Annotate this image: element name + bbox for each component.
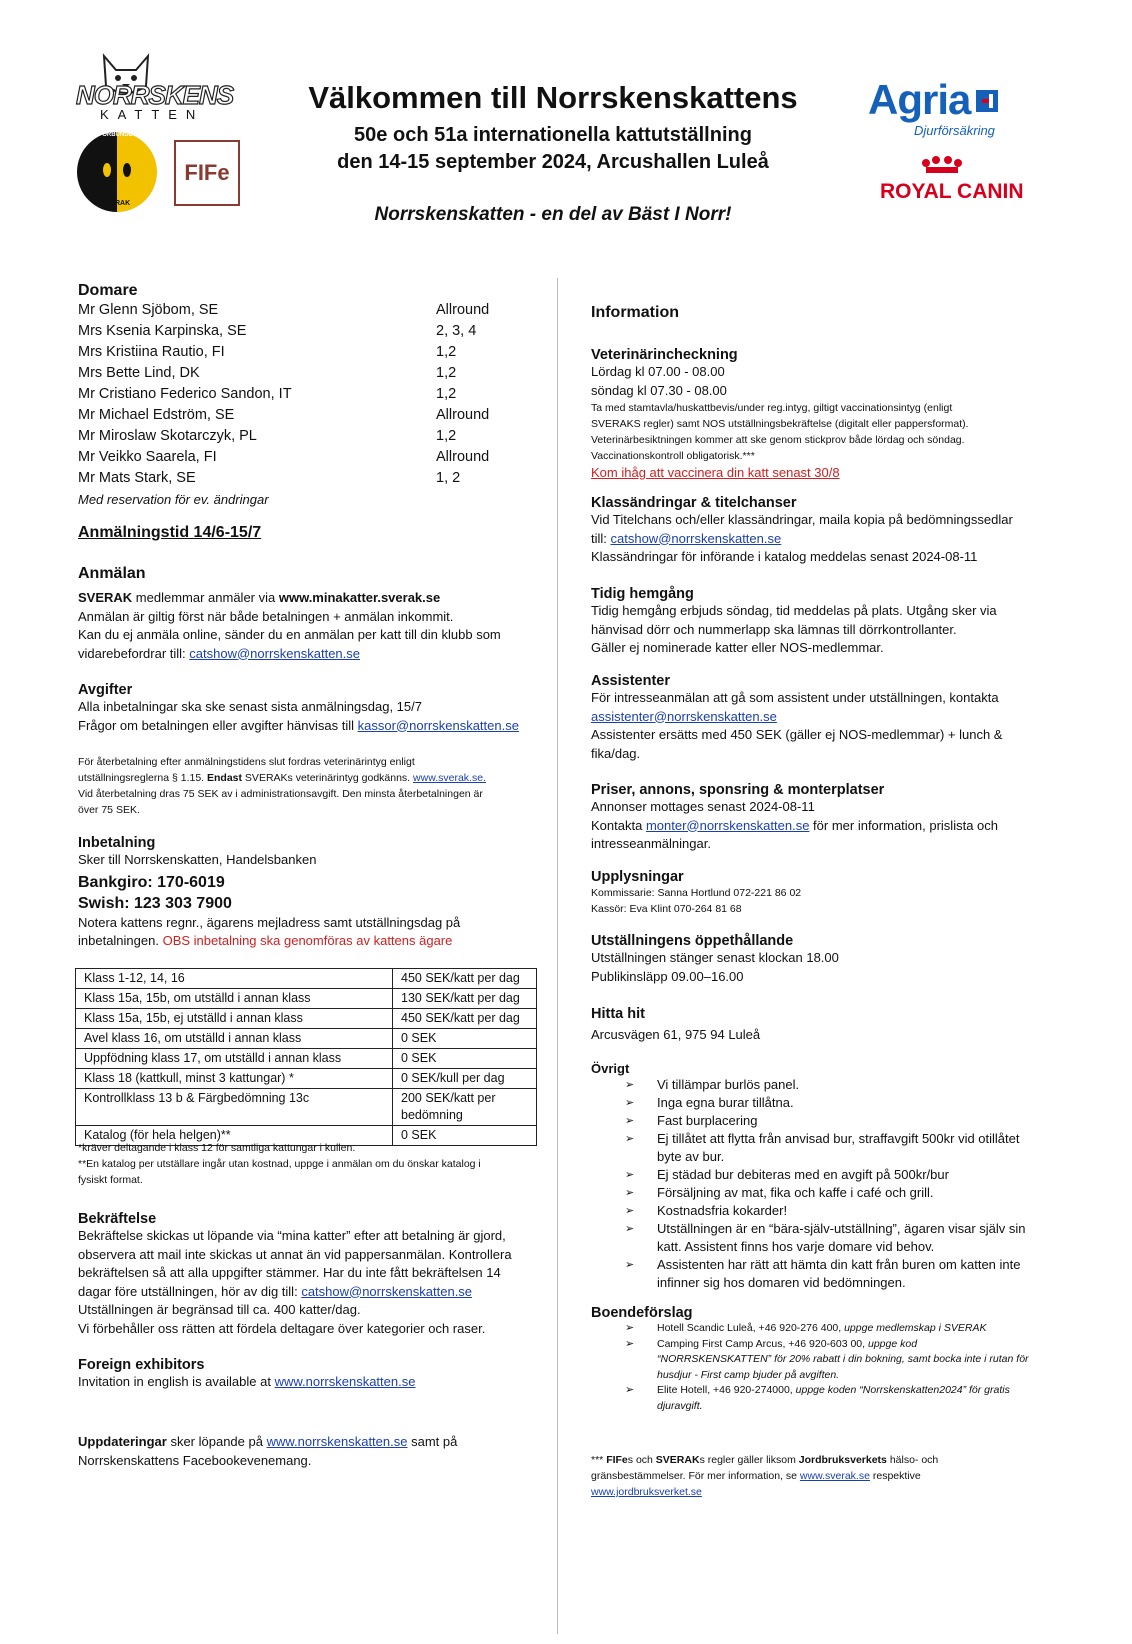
avgifter-section: Avgifter Alla inbetalningar ska ske senast sista anmälningsdag, 15/7 Frågor om betalningen eller avgifter hänvisas till kassor@norrskenskatten.se (78, 682, 548, 735)
vet-title: Veterinärincheckning (591, 347, 738, 363)
subtitle-2: den 14-15 september 2024, Arcushallen Luleå (337, 151, 769, 173)
inbetalning-section: Inbetalning Sker till Norrskenskatten, Handelsbanken Bankgiro: 170-6019 Swish: 123 303 7900 Notera kattens regnr., ägarens mejladress samt utställningsdag på inbetalningen. OBS inbetalning ska genomföras av kattens ägare (78, 835, 548, 951)
table-row: Avel klass 16, om utställd i annan klass 0 SEK (76, 1029, 537, 1049)
site-link[interactable]: www.norrskenskatten.se (274, 1374, 416, 1389)
fife-logo (174, 140, 240, 206)
ovrigt-list (591, 1076, 1041, 1292)
list-item: ➢ Inga egna burar tillåtna. (591, 1094, 1041, 1112)
ovrigt-title: Övrigt (591, 1061, 630, 1076)
vaccination-warning: Kom ihåg att vaccinera din katt senast 30/8 (591, 465, 840, 480)
table-row: Kontrollklass 13 b & Färgbedömning 13c 200 SEK/katt per bedömning (76, 1089, 537, 1126)
klass-section: Klassändringar & titelchanser Vid Titelchans och/eller klassändringar, maila kopia på bedömningssedlar till: catshow@norrskenskatten.se Klassändringar för införande i katalog meddelas senast 2024-08-11 (591, 495, 1051, 567)
table-row: Katalog (för hela helgen)** 0 SEK (76, 1126, 537, 1146)
hitta-title: Hitta hit (591, 1006, 645, 1022)
jordbruksverket-link[interactable]: www.jordbruksverket.se (591, 1486, 702, 1498)
agria-sub: Djurförsäkring (914, 123, 995, 138)
anmalan-title: Anmälan (78, 565, 146, 582)
royal-canin-crown-icon (920, 155, 964, 182)
kassor-email-link[interactable]: kassor@norrskenskatten.se (357, 717, 519, 733)
registration-period: Anmälningstid 14/6-15/7 (78, 524, 262, 541)
list-item: ➢ Assistenten har rätt att hämta din katt från buren om katten inte infinner sig hos domaren vid bedömningen. (591, 1256, 1041, 1292)
sverak-link[interactable]: www.sverak.se (799, 1470, 870, 1482)
norrsken-logo-sub: KATTEN (100, 107, 205, 122)
table-row: Uppfödning klass 17, om utställd i annan klass 0 SEK (76, 1049, 537, 1069)
anmalan-section: Anmälan SVERAK medlemmar anmäler via www.minakatter.sverak.se Anmälan är giltig först när både betalningen + anmälan inkommit. Kan du ej anmäla online, sänder du en anmälan per katt till din klubb som vidarebefordrar till: catshow@norrskenskatten.se (78, 565, 548, 663)
hitta-section (591, 1006, 1051, 1045)
klass-title: Klassändringar & titelchanser (591, 495, 797, 511)
bekraftelse-section: Bekräftelse Bekräftelse skickas ut löpande via “mina katter” efter att betalning är gjord, observera att mail inte skickas ut annat än vid pappersanmälan. Kontrollera bekräftelsen så att alla uppgifter stämmer. Har du inte fått bekräftelsen 14 dagar före utställningen, hör av dig till: catshow@norrskenskatten.se Utställningen är begränsad till ca. 400 katter/dag. Vi förbehåller oss rätten att fördela deltagare över kategorier och raser. (78, 1211, 548, 1338)
priser-section: Priser, annons, sponsring & monterplatser Annonser mottages senast 2024-08-11 Kontakta monter@norrskenskatten.se för mer information, prislista och intresseanmälningar. (591, 782, 1051, 854)
monter-email-link[interactable]: monter@norrskenskatten.se (645, 817, 810, 833)
royal-canin-logo: ROYAL CANIN (880, 180, 1024, 203)
judge-row: Mrs Kristiina Rautio, FI 1,2 (78, 344, 457, 360)
list-item: ➢ Fast burplacering (591, 1112, 1041, 1130)
fees-notes: *kräver deltagande i klass 12 för samtliga kattungar i kullen. **En katalog per utställare ingår utan kostnad, uppge i anmälan om du önskar katalog i fysiskt format. (78, 1142, 481, 1186)
judges-title: Domare (78, 282, 138, 299)
catshow-email-link[interactable]: catshow@norrskenskatten.se (610, 530, 782, 546)
judge-row: Mrs Bette Lind, DK 1,2 (78, 365, 457, 381)
boende-title: Boendeförslag (591, 1305, 693, 1321)
foreign-section: Foreign exhibitors Invitation in english is available at www.norrskenskatten.se (78, 1357, 548, 1392)
subtitle-1: 50e och 51a internationella kattutställning (354, 124, 752, 146)
avgifter-title: Avgifter (78, 682, 133, 698)
agria-cross-icon (976, 90, 998, 112)
foreign-title: Foreign exhibitors (78, 1357, 205, 1373)
left-column (78, 282, 548, 510)
right-column (591, 304, 1051, 322)
oppet-title: Utställningens öppethållande (591, 933, 794, 949)
boende-list (591, 1321, 1031, 1414)
table-row: Klass 15a, 15b, om utställd i annan klass 130 SEK/katt per dag (76, 989, 537, 1009)
assistenter-title: Assistenter (591, 673, 670, 689)
norrsken-logo-text: NORRSKENS (76, 80, 234, 110)
list-item: ➢ Ej städad bur debiteras med en avgift på 500kr/bur (591, 1166, 1041, 1184)
vet-section: Veterinärincheckning Lördag kl 07.00 - 08.00 söndag kl 07.30 - 08.00 Ta med stamtavla/huskattbevis/under reg.intyg, giltigt vaccinationsintyg (enligt SVERAKS regler) samt NOS utställningsbekräftelse (digitalt eller pappersformat). Veterinärbesiktningen kommer att ske genom stickprov både lördag och söndag. Vaccinationskontroll obligatorisk.*** Kom ihåg att vaccinera din katt senast 30/8 (591, 347, 1051, 483)
site-link[interactable]: www.norrskenskatten.se (266, 1434, 408, 1449)
slogan: Norrskenskatten - en del av Bäst I Norr! (374, 204, 732, 225)
judge-row: Mr Miroslaw Skotarczyk, PL 1,2 (78, 428, 457, 444)
refund-section: För återbetalning efter anmälningstidens slut fordras veterinärintyg enligt utställningsreglerna § 1.15. Endast SVERAKs veterinärintyg godkänns. www.sverak.se. Vid återbetalning dras 75 SEK av i administrationsavgift. Den minsta återbetalningen är över 75 SEK. (78, 756, 486, 816)
list-item: ➢ Camping First Camp Arcus, +46 920-603 00, uppge kod “NORRSKENSKATTEN” för 20% rabatt i din bokning, samt bocka inte i rutan för husdjur - First camp bjuder på avgiften. (591, 1337, 1031, 1384)
judge-row: Mr Veikko Saarela, FI Allround (78, 449, 490, 465)
judges-note: Med reservation för ev. ändringar (78, 492, 269, 507)
norrskenskatten-logo (76, 52, 241, 122)
sverak-logo-top: KATTFÖRBUNDET (83, 132, 137, 138)
list-item: ➢ Elite Hotell, +46 920-274000, uppge koden “Norrskenskatten2024” för gratis djuravgift. (591, 1383, 1031, 1414)
list-item: ➢ Hotell Scandic Luleå, +46 920-276 400, uppge medlemskap i SVERAK (591, 1321, 1031, 1337)
fife-logo-text: FIFe (184, 160, 230, 185)
judge-row: Mr Cristiano Federico Sandon, IT 1,2 (78, 386, 457, 402)
page-title: Välkommen till Norrskenskattens (308, 80, 798, 115)
table-row: Klass 15a, 15b, ej utställd i annan klass 450 SEK/katt per dag (76, 1009, 537, 1029)
tidig-title: Tidig hemgång (591, 586, 694, 602)
upplysningar-section: Upplysningar Kommissarie: Sanna Hortlund 072-221 86 02 Kassör: Eva Klint 070-264 81 68 (591, 869, 1051, 917)
list-item: ➢ Utställningen är en “bära-själv-utställning”, ägaren visar själv sin katt. Assistent finns hos varje domare vid behov. (591, 1220, 1041, 1256)
boende-section (591, 1305, 1031, 1414)
ovrigt-section (591, 1061, 1041, 1292)
judge-row: Mr Mats Stark, SE 1, 2 (78, 470, 461, 486)
sverak-logo-bottom: SVERAK (101, 200, 131, 207)
bankgiro: Bankgiro: 170-6019 (78, 873, 225, 891)
info-title: Information (591, 304, 679, 321)
updates-section: Uppdateringar sker löpande på www.norrskenskatten.se samt på Norrskenskattens Facebookevenemang. (78, 1434, 458, 1468)
list-item: ➢ Försäljning av mat, fika och kaffe i café och grill. (591, 1184, 1041, 1202)
table-row: Klass 18 (kattkull, minst 3 kattungar) * 0 SEK/kull per dag (76, 1069, 537, 1089)
tidig-section: Tidig hemgång Tidig hemgång erbjuds söndag, tid meddelas på plats. Utgång sker via hänvisad dörr och nummerlapp ska lämnas till dörrkontrollanter. Gäller ej nominerade katter eller NOS-medlemmar. (591, 586, 1051, 658)
agria-logo: Agria (868, 76, 971, 123)
list-item: ➢ Vi tillämpar burlös panel. (591, 1076, 1041, 1094)
list-item: ➢ Kostnadsfria kokarder! (591, 1202, 1041, 1220)
judge-row: Mr Glenn Sjöbom, SE Allround (78, 302, 490, 318)
bekraftelse-title: Bekräftelse (78, 1211, 157, 1227)
catshow-email-link[interactable]: catshow@norrskenskatten.se (301, 1283, 473, 1299)
swish: Swish: 123 303 7900 (78, 894, 232, 912)
assistenter-email-link[interactable]: assistenter@norrskenskatten.se (591, 708, 777, 724)
column-divider (557, 278, 558, 1634)
sverak-link[interactable]: www.sverak.se. (413, 772, 486, 784)
address: Arcusvägen 61, 975 94 Luleå (591, 1027, 761, 1042)
sverak-logo (77, 130, 157, 214)
catshow-email-link[interactable]: catshow@norrskenskatten.se (189, 645, 361, 661)
judge-row: Mrs Ksenia Karpinska, SE 2, 3, 4 (78, 323, 477, 339)
priser-title: Priser, annons, sponsring & monterplatser (591, 782, 885, 798)
footnote-section: *** FIFes och SVERAKs regler gäller liksom Jordbruksverkets hälso- och gränsbestämmelser. För mer information, se www.sverak.se respektive www.jordbruksverket.se (591, 1454, 939, 1498)
oppet-section: Utställningens öppethållande Utställningen stänger senast klockan 18.00 Publikinsläpp 09.00–16.00 (591, 933, 1051, 986)
assistenter-section: Assistenter För intresseanmälan att gå som assistent under utställningen, kontakta assistenter@norrskenskatten.se Assistenter ersätts med 450 SEK (gäller ej NOS-medlemmar) + lunch & fika/dag. (591, 673, 1051, 763)
judge-row: Mr Michael Edström, SE Allround (78, 407, 490, 423)
fees-table (75, 968, 537, 1146)
inbetalning-title: Inbetalning (78, 835, 156, 851)
table-row: Klass 1-12, 14, 16 450 SEK/katt per dag (76, 969, 537, 989)
list-item: ➢ Ej tillåtet att flytta från anvisad bur, straffavgift 500kr vid otillåtet byte av bur. (591, 1130, 1041, 1166)
upplysningar-title: Upplysningar (591, 869, 684, 885)
judges-list (78, 300, 548, 489)
